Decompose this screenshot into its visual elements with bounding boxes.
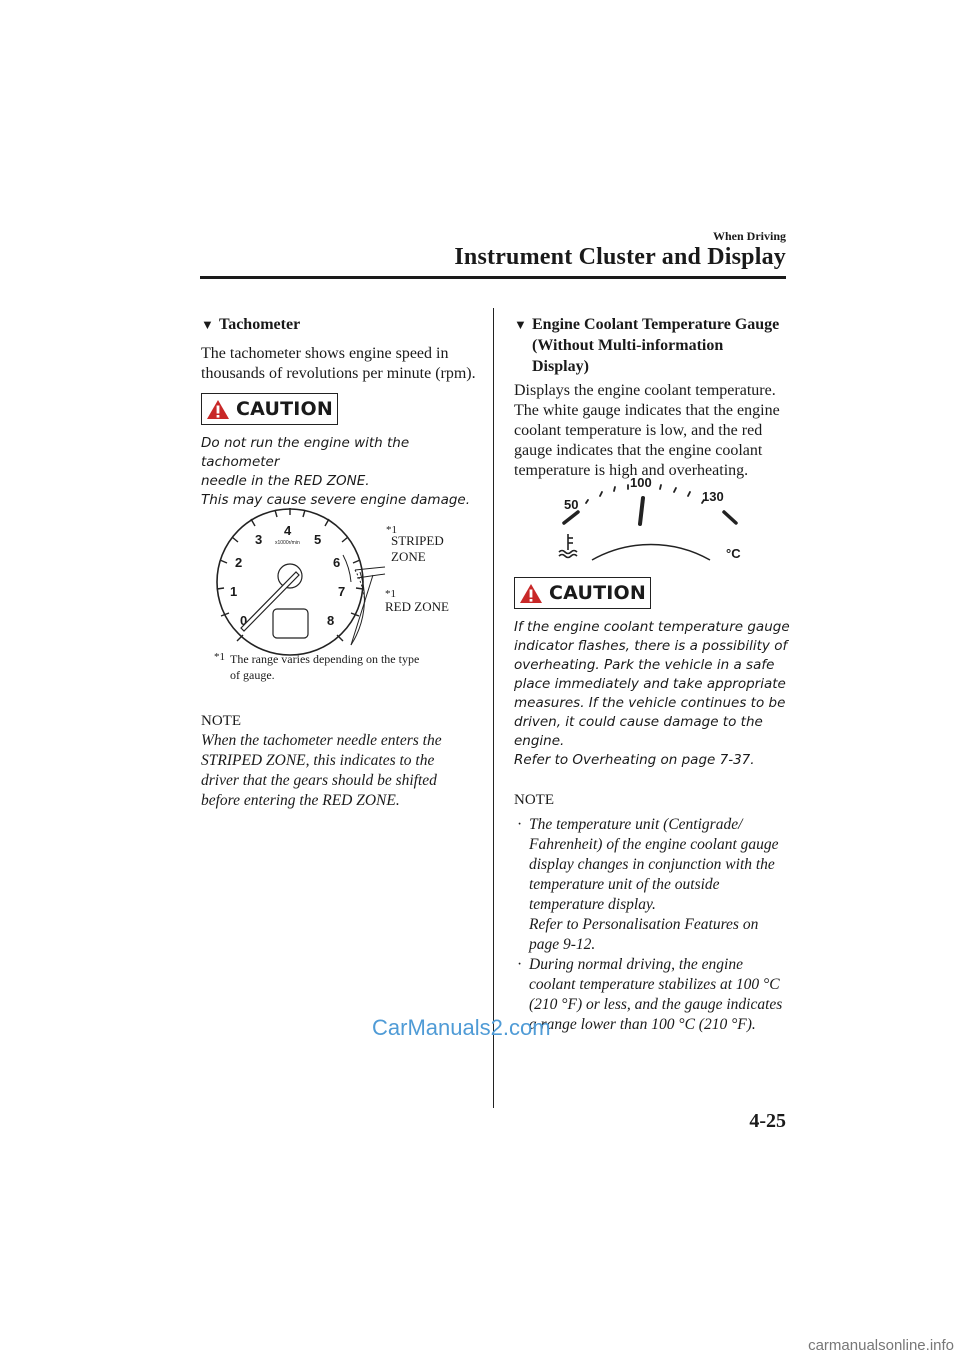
note-line: page 9-12. bbox=[529, 936, 596, 953]
tachometer-figure bbox=[205, 500, 485, 660]
callout-mark: *1 bbox=[385, 588, 396, 600]
header-rule bbox=[200, 276, 786, 279]
tachometer-heading-text: Tachometer bbox=[219, 316, 301, 333]
heading-line: (Without Multi-information bbox=[532, 337, 724, 354]
callout-text: ZONE bbox=[391, 549, 426, 564]
dial-number: 7 bbox=[338, 584, 346, 599]
warning-icon bbox=[519, 583, 543, 604]
dial-number: 0 bbox=[240, 613, 248, 628]
note-body-right bbox=[517, 815, 792, 1035]
heading-line: Engine Coolant Temperature Gauge bbox=[532, 316, 780, 333]
caution-label: CAUTION bbox=[236, 398, 333, 420]
note-line: Fahrenheit) of the engine coolant gauge bbox=[529, 836, 779, 853]
tachometer-heading bbox=[201, 314, 481, 335]
dial-number: 5 bbox=[314, 532, 322, 547]
note-line: The temperature unit (Centigrade/ bbox=[529, 816, 743, 833]
note-line: a range lower than 100 °C (210 °F). bbox=[529, 1016, 756, 1033]
dial-number: 2 bbox=[235, 555, 243, 570]
dial-number: 8 bbox=[327, 613, 335, 628]
caution-text-right bbox=[514, 618, 804, 770]
caution-line: This may cause severe engine damage. bbox=[201, 492, 471, 508]
footnote-line: of gauge. bbox=[230, 668, 275, 682]
dial-number: 3 bbox=[255, 532, 263, 547]
caution-box-right bbox=[514, 577, 651, 609]
caution-text-left bbox=[201, 434, 491, 510]
intro-line: coolant temperature is low, and the red bbox=[514, 422, 763, 439]
note-line: coolant temperature stabilizes at 100 °C bbox=[529, 976, 780, 993]
note-list bbox=[517, 815, 792, 1035]
note-body-left bbox=[201, 731, 486, 811]
caution-line: place immediately and take appropriate bbox=[514, 676, 786, 692]
coolant-heading-text bbox=[532, 314, 779, 377]
gauge-unit: °C bbox=[726, 546, 741, 561]
chapter-title: Instrument Cluster and Display bbox=[454, 244, 786, 270]
caution-line: driven, it could cause damage to the bbox=[514, 714, 763, 730]
note-line: STRIPED ZONE, this indicates to the bbox=[201, 752, 435, 769]
bottom-watermark[interactable]: carmanualsonline.info bbox=[808, 1337, 954, 1354]
note-line: When the tachometer needle enters the bbox=[201, 732, 442, 749]
caution-label: CAUTION bbox=[549, 582, 646, 604]
footnote-line: The range varies depending on the type bbox=[230, 652, 420, 666]
note-title-right: NOTE bbox=[514, 792, 554, 808]
watermark[interactable]: CarManuals2.com bbox=[372, 1015, 551, 1040]
caution-line: Do not run the engine with the tachometer bbox=[201, 435, 410, 470]
coolant-intro bbox=[514, 381, 794, 481]
note-line: (210 °F) or less, and the gauge indicates bbox=[529, 996, 783, 1013]
coolant-gauge-figure bbox=[550, 472, 760, 567]
callout-text: STRIPED bbox=[391, 533, 444, 548]
caution-line: measures. If the vehicle continues to be bbox=[514, 695, 786, 711]
callout-mark: *1 bbox=[386, 524, 397, 536]
gauge-label: 130 bbox=[702, 489, 724, 504]
gauge-mark-100 bbox=[640, 498, 643, 524]
unit-label: x1000r/min bbox=[275, 540, 300, 546]
coolant-temperature-icon bbox=[559, 534, 577, 558]
gauge-mark-hot bbox=[724, 512, 736, 523]
caution-line: needle in the RED ZONE. bbox=[201, 473, 370, 489]
page-number: 4-25 bbox=[749, 1110, 786, 1132]
caution-line: If the engine coolant temperature gauge bbox=[514, 619, 790, 635]
caution-line: overheating. Park the vehicle in a safe bbox=[514, 657, 775, 673]
footnote-mark: *1 bbox=[214, 651, 225, 663]
note-line: display changes in conjunction with the bbox=[529, 856, 775, 873]
intro-line: temperature is high and overheating. bbox=[514, 462, 749, 479]
dial-display-window bbox=[273, 609, 308, 638]
note-line: temperature unit of the outside bbox=[529, 876, 720, 893]
tachometer-intro: The tachometer shows engine speed in thousands of revolutions per minute (rpm). bbox=[201, 345, 476, 382]
dial-number: 4 bbox=[284, 523, 292, 538]
caution-box-left bbox=[201, 393, 338, 425]
gauge-label: 100 bbox=[630, 475, 652, 490]
caution-line: Refer to Overheating on page 7-37. bbox=[514, 752, 755, 768]
note-line: before entering the RED ZONE. bbox=[201, 792, 400, 809]
note-line: Refer to Personalisation Features on bbox=[529, 916, 759, 933]
note-line: During normal driving, the engine bbox=[529, 956, 743, 973]
column-divider bbox=[493, 308, 494, 1108]
note-item bbox=[517, 955, 792, 1035]
callout-text: RED ZONE bbox=[385, 599, 449, 614]
bullet-icon: · bbox=[517, 956, 523, 973]
note-line: temperature display. bbox=[529, 896, 656, 913]
coolant-heading bbox=[514, 314, 794, 377]
intro-line: Displays the engine coolant temperature. bbox=[514, 382, 776, 399]
heading-marker-icon: ▼ bbox=[201, 317, 214, 332]
heading-line: Display) bbox=[532, 358, 589, 375]
caution-line: engine. bbox=[514, 733, 565, 749]
caution-line: indicator flashes, there is a possibility of bbox=[514, 638, 788, 654]
warning-icon bbox=[206, 399, 230, 420]
note-item bbox=[517, 815, 792, 955]
gauge-arc bbox=[592, 544, 710, 560]
intro-line: gauge indicates that the engine coolant bbox=[514, 442, 763, 459]
bullet-icon: · bbox=[517, 816, 523, 833]
figure-footnote bbox=[214, 651, 484, 683]
intro-line: The white gauge indicates that the engine bbox=[514, 402, 780, 419]
gauge-label: 50 bbox=[564, 497, 579, 512]
heading-marker-icon: ▼ bbox=[514, 317, 527, 332]
note-line: driver that the gears should be shifted bbox=[201, 772, 437, 789]
section-label: When Driving bbox=[712, 229, 786, 243]
gauge-mark-cold bbox=[564, 512, 578, 523]
dial-number: 1 bbox=[230, 584, 238, 599]
note-title-left: NOTE bbox=[201, 713, 241, 729]
dial-number: 6 bbox=[333, 555, 341, 570]
